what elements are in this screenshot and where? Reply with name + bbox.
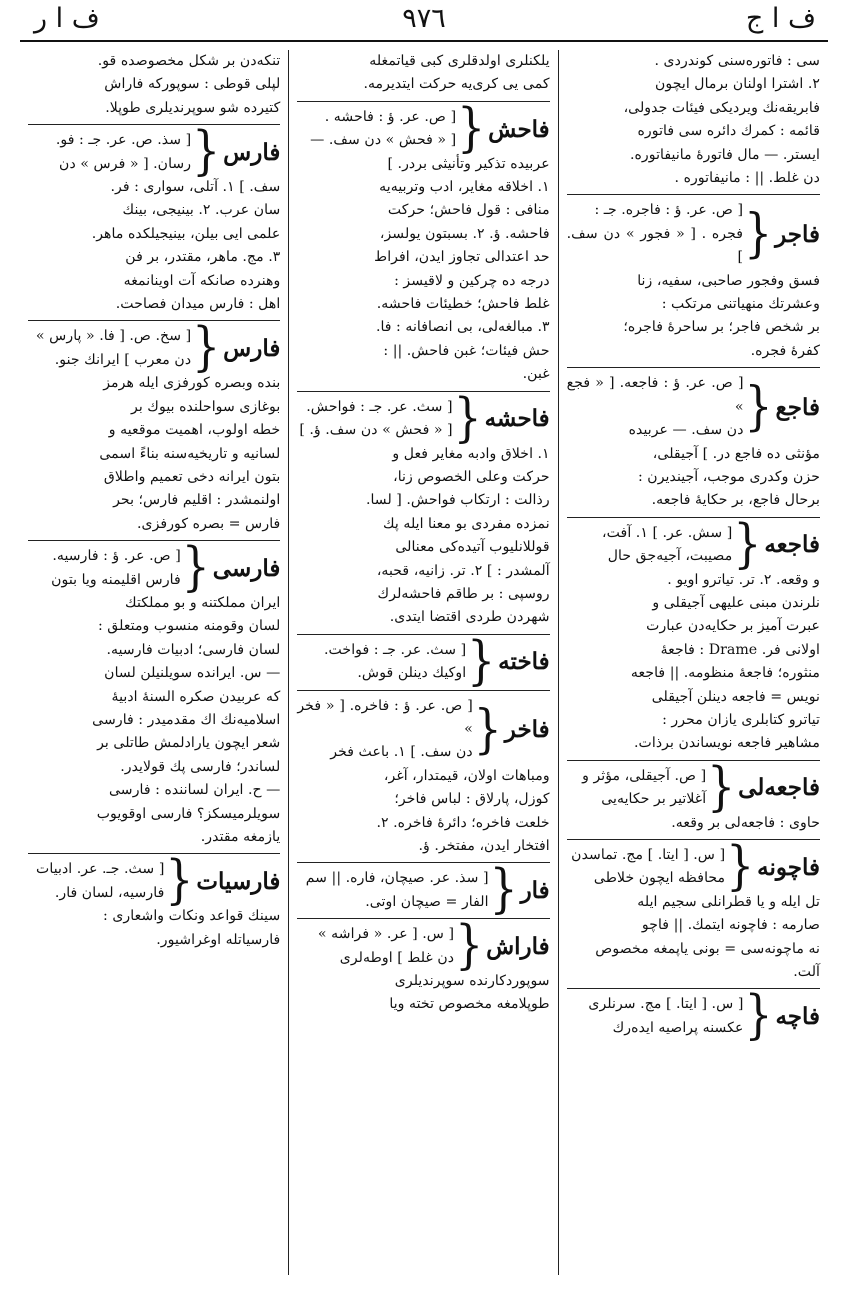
- definition-line: ایران مملکتنه و بو مملکتك: [125, 594, 281, 611]
- definition-line: ٣. مج. ماهر، مقتدر، بر فن: [125, 249, 281, 266]
- definition-line: طوپلامغه مخصوص تخته ویا: [389, 996, 550, 1013]
- headword: فاحش: [488, 115, 550, 143]
- definition-line: منافی : قول فاحش؛ حرکت: [387, 202, 550, 219]
- dictionary-entry: [567, 367, 820, 512]
- etymology-line: [ سث. عر. جـ : فواخت.: [323, 641, 467, 658]
- definition-line: خطه اولوب، اهمیت موقعیه و: [108, 422, 281, 439]
- definition-line: فابریقه‌نك ویردیکی فیئات جدولی،: [623, 99, 820, 116]
- etymology: [567, 765, 707, 812]
- etymology-line: [ س. [ ایتا. ] مج. تماسدن: [571, 847, 726, 863]
- definition-line: روسپی : بر طاقم فاحشه‌لرك: [377, 585, 550, 602]
- entry-head: [567, 199, 820, 269]
- definition-line: کوزل، پارلاق : لباس فاخر؛: [394, 791, 550, 808]
- headword: فاحشه: [484, 405, 550, 433]
- etymology: [297, 106, 456, 153]
- definition-line: فاحشه. ؤ. ٢. بسبتون یولسز،: [379, 225, 550, 242]
- definition-line: سویلرمیسکز؟ فارسی اوقویوب: [96, 805, 281, 822]
- headword: فارسیات: [196, 868, 281, 896]
- etymology-line: [ سش. عر. ] ١. آفت،: [602, 524, 733, 541]
- definition-line: اولنمشدر : اقلیم فارس؛ بحر: [113, 492, 281, 509]
- definition-line: ١. اخلاقه مغایر، ادب وتربیه‌یه: [379, 179, 550, 196]
- etymology-line: [ سث. جـ. عر. ادبیات: [36, 861, 165, 878]
- etymology: [28, 545, 181, 592]
- definition-line: نویس = فاجعه دینلن آجیقلی: [651, 688, 820, 705]
- definition-line: بنده وبصره کورفزی ایله هرمز: [103, 375, 281, 392]
- brace-icon: {: [192, 121, 221, 183]
- headword: فاجعه‌لی: [738, 774, 820, 802]
- brace-icon: {: [455, 915, 484, 977]
- entry-head: [28, 537, 281, 599]
- entry-head: [297, 387, 550, 450]
- definition-line: لسان فارسی؛ ادبیات فارسیه.: [106, 641, 281, 658]
- definition-line: بر شخص فاجر؛ بر ساحرهٔ فاجره؛: [623, 319, 820, 336]
- definition-line: نلرندن مبنی علیهی آجیقلی و: [652, 594, 820, 611]
- dictionary-entry: [297, 387, 550, 630]
- etymology-line: [ ص. عر. ؤ : فاجعه. [ « فجع »: [566, 375, 744, 415]
- etymology-line: مصیبت، آجیه‌جق حال: [607, 548, 733, 565]
- definition-line: قوللانلیوب آتیده‌کی معنالی: [395, 539, 550, 556]
- etymology-line: [ « فحش » دن سف. ؤ. ]: [299, 422, 453, 439]
- headword: فار: [520, 877, 550, 905]
- etymology: [28, 325, 191, 372]
- definition-line: بوغازی سواحلنده بیوك بر: [131, 398, 281, 415]
- brace-icon: {: [473, 698, 502, 760]
- column-2: [289, 50, 558, 1275]
- definition-line: فارس = بصره کورفزی.: [136, 515, 281, 532]
- definition-line: صارمه : فاچونه ایتمك. || فاچو: [641, 917, 820, 934]
- definition-line: علمی ایی بیلن، بینیجیلکده ماهر.: [91, 225, 281, 242]
- definition-line: ٣. مبالغه‌لی، بی انصافانه : فا.: [375, 319, 550, 336]
- definition-line: کتیرده شو سوپرندیلری طوپلا.: [105, 99, 281, 116]
- definition-line: فسق وفجور صاحبی، سفیه، زنا: [637, 272, 820, 289]
- entry-continuation: [297, 50, 549, 97]
- headword: فاجعه: [764, 531, 820, 559]
- dictionary-entry: [28, 121, 281, 316]
- definition-line: لساندر؛ فارسی پك قولایدر.: [120, 758, 281, 775]
- dictionary-entry: [567, 513, 820, 756]
- page-number: ٩٧٦: [402, 3, 446, 34]
- text-columns: [20, 50, 828, 1275]
- etymology: [567, 993, 744, 1040]
- definition-line: تل ایله و یا قطرانلی سجیم ایله: [637, 893, 820, 910]
- headword: فارسی: [212, 554, 281, 582]
- definition-line: ومباهات اولان، قیمتدار، آغر،: [383, 767, 550, 784]
- brace-icon: {: [453, 387, 482, 450]
- entry-head: [297, 695, 549, 765]
- dictionary-entry: [297, 98, 550, 387]
- entry-head: [28, 121, 281, 183]
- definition-line: خلعت فاخره؛ دائرهٔ فاخره. ٢.: [376, 814, 550, 831]
- definition-line: ایستر. — مال فاتورهٔ مانیفاتوره.: [629, 146, 820, 163]
- definition-line: افتخار ایدن، مفتخر. ؤ.: [418, 838, 550, 854]
- header-letters-left: ف ا ر: [34, 3, 100, 34]
- definition-line: دن غلط. || : مانیفاتوره .: [674, 170, 820, 187]
- etymology-line: محافظه ایچون خلاطی: [593, 870, 726, 887]
- headword: فاخته: [498, 648, 550, 676]
- brace-icon: {: [707, 756, 736, 819]
- definition-line: شعر ایچون یارادلمش طاتلی بر: [97, 735, 281, 752]
- etymology-line: دن سف. ] ١. باعث فخر: [330, 744, 473, 761]
- etymology-line: دن معرب ] ایرانك جنو.: [54, 351, 192, 368]
- etymology-line: فجره . [ « فجور » دن سف. ]: [566, 225, 744, 266]
- etymology-line: عکسنه پراصیه ایده‌رك: [612, 1019, 744, 1036]
- headword: فاچه: [775, 1003, 820, 1031]
- etymology-line: الفار = صیچان اوتی.: [365, 893, 489, 910]
- definition-line: تیاترو کتابلری یازان محرر :: [662, 711, 820, 728]
- etymology-line: [ س. [ عر. « فراشه »: [317, 926, 455, 943]
- entry-head: [567, 756, 820, 819]
- definition-line: لسانیه و تاریخیه‌سنه بناءً اسمی: [99, 445, 281, 462]
- brace-icon: {: [744, 203, 773, 265]
- definition-line: غلط فاحش؛ خطیئات فاحشه.: [376, 296, 550, 313]
- brace-icon: {: [726, 836, 755, 898]
- etymology: [297, 923, 454, 970]
- definition-line: یازمغه مقتدر.: [200, 829, 281, 845]
- brace-icon: {: [165, 850, 194, 912]
- page-header: [20, 0, 828, 42]
- definition-line: مشاهیر فاجعه نویساندن برذات.: [634, 735, 820, 752]
- entry-head: [28, 850, 281, 912]
- entry-head: [567, 985, 820, 1047]
- definition-line: مؤنثی ده فاجع در. ] آجیقلی،: [652, 445, 820, 462]
- entry-head: [567, 513, 820, 576]
- dictionary-entry: [567, 836, 820, 984]
- column-3: [20, 50, 289, 1275]
- entry-head: [567, 372, 820, 442]
- etymology-line: [ « فحش » دن سف. —: [310, 132, 457, 149]
- dictionary-entry: [297, 690, 549, 859]
- definition-line: عبرت آمیز بر حکایه‌دن عبارت: [646, 618, 820, 635]
- definition-line: — ح. ایران لساننده : فارسی: [108, 782, 281, 799]
- etymology-line: فارس اقلیمنه ویا بتون: [51, 571, 181, 588]
- definition-line: فارسیاتله اوغراشیور.: [156, 931, 281, 948]
- etymology-line: [ سذ. ص. عر. جـ : فو.: [55, 132, 192, 149]
- definition-line: بتون ایرانه دخی تعمیم واطلاق: [103, 468, 281, 485]
- definition-line: آلمشدر : ] ٢. تر. زانیه، قحبه،: [376, 562, 550, 579]
- brace-icon: {: [467, 630, 496, 693]
- definition-line: لسان وقومنه منسوب ومتعلق :: [98, 618, 281, 635]
- etymology-line: [ سث. عر. جـ : فواحش.: [306, 398, 453, 415]
- definition-line: یلکنلری اولدقلری کبی قیاتمغله: [369, 53, 550, 69]
- definition-line: حزن وکدری موجب، آجیندیرن :: [638, 468, 820, 485]
- definition-line: سینك قواعد ونکات واشعاری :: [103, 908, 281, 925]
- etymology: [567, 844, 725, 891]
- definition-line: اولانی فر. Drame : فاجعهٔ: [660, 641, 820, 658]
- etymology-line: [ ص. عر. ؤ : فاجره. جـ :: [594, 202, 744, 219]
- definition-line: رذالت : ارتکاب فواحش. [ لسا.: [365, 492, 550, 509]
- definition-line: اهل : فارس میدان فصاحت.: [115, 296, 281, 313]
- dictionary-entry: [567, 756, 820, 835]
- entry-head: [297, 859, 550, 921]
- headword: فارس: [223, 335, 281, 363]
- definition-line: وهنرده صانکه آت اوینانمغه: [123, 272, 281, 289]
- definition-line: سوپوردکارنده سوپرندیلری: [394, 973, 550, 990]
- dictionary-entry: [567, 985, 820, 1047]
- definition-line: سان عرب. ٢. بینیجی، بینك: [122, 202, 281, 219]
- etymology-line: [ س. [ ایتا. ] مج. سرنلری: [588, 996, 744, 1013]
- entry-head: [297, 98, 550, 160]
- headword: فاچونه: [757, 853, 820, 881]
- etymology-line: [ سخ. ص. [ فا. « پارس »: [35, 328, 192, 345]
- definition-line: کمی یی کری‌یه حرکت ایتدیرمه.: [363, 76, 550, 93]
- etymology: [297, 695, 472, 765]
- etymology-line: رسان. [ « فرس » دن: [59, 155, 192, 172]
- dictionary-entry: [297, 859, 550, 921]
- definition-line: که عربیدن صکره السنهٔ ادبیهٔ: [111, 688, 281, 705]
- definition-line: عربیده تذکیر وتأنیثی بردر. ]: [387, 155, 550, 172]
- etymology-line: فارسیه، لسان فار.: [54, 884, 165, 901]
- column-1: [559, 50, 828, 1275]
- brace-icon: {: [192, 317, 221, 379]
- headword: فاخر: [504, 715, 550, 743]
- definition-line: قائمه : کمرك دائره سی فاتوره: [637, 123, 820, 140]
- etymology: [297, 639, 466, 686]
- definition-line: نه ماچونه‌سی = بونی یاپمغه مخصوص: [595, 940, 820, 957]
- dictionary-entry: [567, 194, 820, 363]
- definition-line: تنکه‌دن بر شکل مخصوصده قو.: [97, 53, 281, 69]
- etymology: [28, 858, 164, 905]
- etymology-line: [ ص. عر. ؤ : فارسیه.: [52, 548, 181, 565]
- definition-line: حرکت وعلی الخصوص زنا،: [393, 468, 550, 485]
- entry-head: [297, 915, 550, 977]
- definition-line: سی : فاتوره‌سنی کوندردی .: [654, 53, 820, 69]
- etymology-line: اوکیك دینلن قوش.: [357, 665, 467, 682]
- etymology-line: آغلاتیر بر حکایه‌یی: [601, 791, 707, 808]
- headword: فاراش: [486, 932, 550, 960]
- headword: فاجر: [775, 220, 820, 248]
- brace-icon: {: [733, 513, 762, 576]
- definition-line: اسلامیه‌نك اك مقدمیدر : فارسی: [92, 711, 281, 728]
- etymology: [28, 129, 191, 176]
- definition-line: حش فیئات؛ غبن فاحش. || :: [383, 342, 550, 359]
- etymology: [567, 372, 744, 442]
- etymology: [297, 867, 488, 914]
- dictionary-entry: [297, 630, 550, 693]
- etymology: [567, 199, 743, 269]
- entry-continuation: [28, 50, 280, 120]
- etymology-line: [ ص. عر. ؤ : فاحشه .: [324, 108, 457, 125]
- etymology: [297, 396, 452, 443]
- dictionary-entry: [297, 915, 550, 1017]
- header-letters-right: ف ا ج: [745, 3, 816, 34]
- definition-line: کفرهٔ فجره.: [750, 342, 820, 359]
- definition-line: منثوره؛ فاجعهٔ منظومه. || فاجعه: [630, 665, 820, 682]
- definition-line: — س. ایرانده سویلنیلن لسان: [104, 665, 281, 682]
- definition-line: وعشرتك منهیاتنی مرتکب :: [661, 296, 820, 313]
- definition-line: شهردن طردی اقتضا ایتدی.: [389, 609, 550, 626]
- entry-head: [28, 317, 281, 379]
- brace-icon: {: [457, 98, 486, 160]
- brace-icon: {: [744, 376, 773, 438]
- brace-icon: {: [744, 985, 773, 1047]
- etymology-line: دن غلط ] اوطه‌لری: [339, 949, 455, 966]
- dictionary-entry: [28, 317, 281, 536]
- definition-line: غبن.: [522, 366, 550, 383]
- etymology: [567, 522, 733, 569]
- brace-icon: {: [489, 859, 518, 921]
- definition-line: برحال فاجع، بر حکایهٔ فاجعه.: [651, 492, 820, 509]
- definition-line: حاوی : فاجعه‌لی بر وقعه.: [671, 814, 820, 831]
- definition-line: ٢. اشترا اولنان برمال ایچون: [655, 76, 820, 93]
- etymology-line: [ ص. آجیقلی، مؤثر و: [582, 767, 707, 784]
- definition-line: سف. ] ١. آتلی، سواری : فر.: [110, 179, 281, 196]
- dictionary-entry: [28, 537, 281, 849]
- dictionary-entry: [28, 850, 281, 952]
- etymology-line: [ ص. عر. ؤ : فاخره. [ « فخر »: [297, 697, 473, 737]
- entry-head: [297, 630, 550, 693]
- brace-icon: {: [181, 537, 210, 599]
- definition-line: حد اعتدالی تجاوز ایدن، افراط: [374, 249, 550, 266]
- definition-line: درجه ده چرکین و لاقیسز :: [394, 272, 550, 289]
- definition-line: و وقعه. ٢. تر. تیاترو اویو .: [667, 571, 820, 588]
- definition-line: ١. اخلاق وادبه مغایر فعل و: [392, 445, 550, 462]
- entry-head: [567, 836, 820, 898]
- entry-continuation: [567, 50, 820, 190]
- definition-line: لپلی قوطی : سوپورکه فاراش: [104, 76, 281, 93]
- definition-line: آلت.: [793, 964, 820, 981]
- etymology-line: دن سف. — عربیده: [628, 422, 744, 439]
- headword: فارس: [223, 138, 281, 166]
- headword: فاجع: [775, 393, 820, 421]
- etymology-line: [ سذ. عر. صیچان، فاره. || سم: [305, 870, 489, 887]
- definition-line: نمزده مفردی بو معنا ایله پك: [382, 515, 550, 532]
